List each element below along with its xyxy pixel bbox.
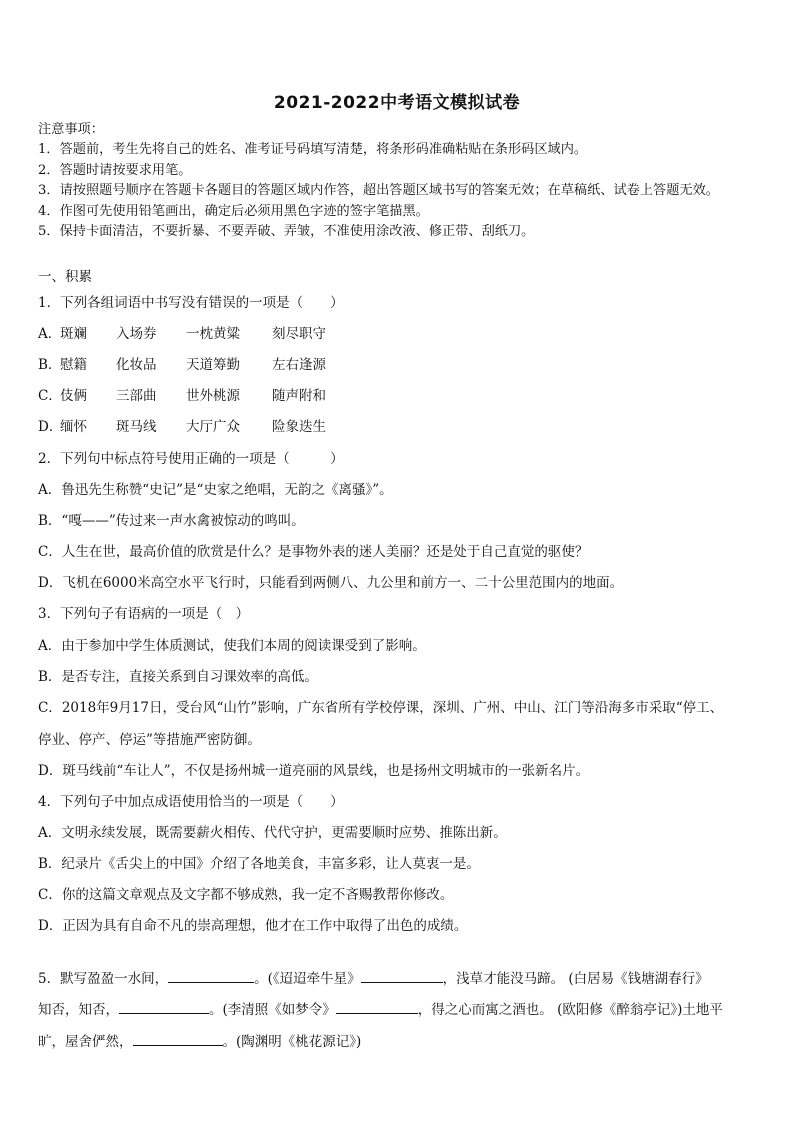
notice-item-2: 2．答题时请按要求用笔。 <box>38 162 192 178</box>
question-4-option-c: C．你的这篇文章观点及文字都不够成熟，我一定不吝赐教帮你修改。 <box>38 887 454 903</box>
option-word: 斑马线 <box>116 419 157 435</box>
question-1-option-d <box>38 415 362 435</box>
option-word: 慰籍 <box>60 357 87 373</box>
notice-heading: 注意事项： <box>38 122 104 137</box>
option-word: 缅怀 <box>60 419 87 435</box>
answer-blank-4[interactable] <box>336 999 418 1014</box>
option-word: 化妆品 <box>116 357 157 373</box>
question-5-line-1 <box>38 967 709 987</box>
q5-text: ，得之心而寓之酒也。 (欧阳修《醉翁亭记》)土地平 <box>417 1002 723 1018</box>
question-2-option-a: A．鲁迅先生称赞“史记”是“史家之绝唱，无韵之《离骚》”。 <box>38 482 393 498</box>
question-4-stem: 4．下列句子中加点成语使用恰当的一项是（ ） <box>38 794 344 810</box>
question-3-stem: 3．下列句子有语病的一项是（ ） <box>38 606 250 622</box>
option-label: C． <box>38 388 62 404</box>
question-3-option-c: C．2018年9月17日，受台风“山竹”影响，广东省所有学校停课，深圳、广州、中山、江门等沿海多市采取“停工、 <box>38 700 724 716</box>
option-word: 入场券 <box>116 326 157 342</box>
q5-text: 知否，知否， <box>38 1002 119 1018</box>
option-word: 随声附和 <box>272 388 326 404</box>
question-3-option-c-cont: 停业、停产、停运”等措施严密防御。 <box>38 732 261 748</box>
answer-blank-5[interactable] <box>133 1031 223 1046</box>
option-word: 斑斓 <box>60 326 87 342</box>
option-label: D． <box>38 419 63 435</box>
option-word: 一枕黄粱 <box>186 326 240 342</box>
notice-item-4: 4．作图可先使用铅笔画出，确定后必须用黑色字迹的签字笔描黑。 <box>38 203 429 219</box>
question-1-stem: 1．下列各组词语中书写没有错误的一项是（ ） <box>38 295 344 311</box>
question-5-line-3 <box>38 1030 361 1050</box>
question-2-option-c: C．人生在世，最高价值的欣赏是什么？是事物外表的迷人美丽？还是处于自己直觉的驱使？ <box>38 544 589 560</box>
question-4-option-b: B．纪录片《舌尖上的中国》介绍了各地美食，丰富多彩，让人莫衷一是。 <box>38 856 480 872</box>
q5-text: ，浅草才能没马蹄。 (白居易《钱塘湖春行》 <box>442 971 709 987</box>
option-word: 大厅广众 <box>186 419 240 435</box>
q5-text: 。(李清照《如梦令》 <box>209 1002 336 1018</box>
notice-item-5: 5．保持卡面清洁，不要折暴、不要弄破、弄皱，不准使用涂改液、修正带、刮纸刀。 <box>38 223 535 239</box>
q5-text: 5．默写盈盈一水间， <box>38 971 169 987</box>
question-1-option-a <box>38 322 362 342</box>
notice-item-1: 1．答题前，考生先将自己的姓名、准考证号码填写清楚，将条形码准确粘贴在条形码区域内。 <box>38 142 588 158</box>
option-word: 伎俩 <box>60 388 87 404</box>
option-word: 三部曲 <box>116 388 157 404</box>
option-word: 天道筹勤 <box>186 357 240 373</box>
q5-text: 旷，屋舍俨然， <box>38 1034 133 1050</box>
question-5-line-2 <box>38 998 723 1018</box>
option-word: 刻尽职守 <box>272 326 326 342</box>
question-2-option-d: D．飞机在6000米高空水平飞行时，只能看到两侧八、九公里和前方一、二十公里范围内的地面。 <box>38 575 624 591</box>
option-label: A． <box>38 326 62 342</box>
question-2-stem: 2．下列句中标点符号使用正确的一项是（ ） <box>38 451 344 467</box>
q5-text: 。(《迢迢牵牛星》 <box>254 971 361 987</box>
option-word: 世外桃源 <box>186 388 240 404</box>
question-2-option-b: B．“嘎——”传过来一声水禽被惊动的鸣叫。 <box>38 513 305 529</box>
question-3-option-a: A．由于参加中学生体质测试，使我们本周的阅读课受到了影响。 <box>38 638 426 654</box>
answer-blank-2[interactable] <box>361 968 443 983</box>
question-3-option-d: D．斑马线前“车让人”，不仅是扬州城一道亮丽的风景线，也是扬州文明城市的一张新名片。 <box>38 763 590 779</box>
option-word: 险象迭生 <box>272 419 326 435</box>
page-title: 2021-2022中考语文模拟试卷 <box>273 93 521 113</box>
notice-block <box>38 120 719 242</box>
answer-blank-3[interactable] <box>119 999 209 1014</box>
notice-item-3: 3．请按照题号顺序在答题卡各题目的答题区域内作答，超出答题区域书写的答案无效；在草稿纸、试卷上答题无效。 <box>38 183 719 199</box>
section-heading: 一、积累 <box>38 269 92 285</box>
question-1-option-b <box>38 353 362 373</box>
option-word: 左右逢源 <box>272 357 326 373</box>
question-1-option-c <box>38 384 362 404</box>
answer-blank-1[interactable] <box>168 968 254 983</box>
question-4-option-d: D．正因为具有自命不凡的崇高理想，他才在工作中取得了出色的成绩。 <box>38 918 468 934</box>
question-3-option-b: B．是否专注，直接关系到自习课效率的高低。 <box>38 669 318 685</box>
option-label: B． <box>38 357 62 373</box>
question-4-option-a: A．文明永续发展，既需要薪火相传、代代守护，更需要顺时应势、推陈出新。 <box>38 825 507 841</box>
q5-text: 。(陶渊明《桃花源记》) <box>222 1034 362 1050</box>
